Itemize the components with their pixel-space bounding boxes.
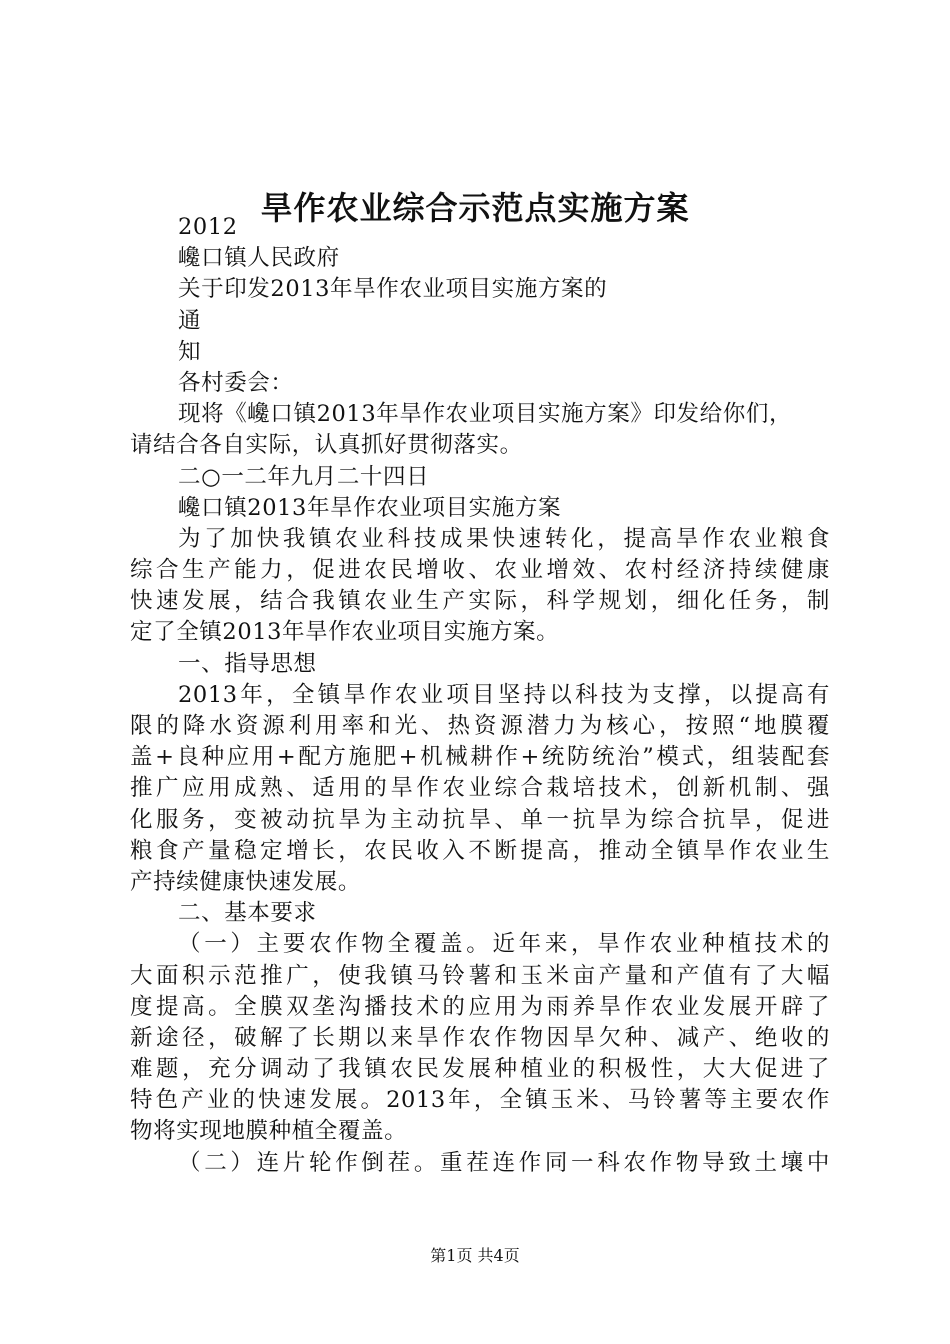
text-line: 为了加快我镇农业科技成果快速转化，提高旱作农业粮食 [178,525,830,552]
text-line: 度提高。全膜双垄沟播技术的应用为雨养旱作农业发展开辟了 [130,993,830,1020]
section-heading: 一、指导思想 [178,650,317,677]
text-line: 知 [178,338,202,365]
text-line: 关于印发2013年旱作农业项目实施方案的 [178,276,608,303]
text-line: 盖+良种应用+配方施肥+机械耕作+统防统治”模式，组装配套 [130,744,830,771]
text-line: 快速发展，结合我镇农业生产实际，科学规划，细化任务，制 [130,588,830,615]
text-line: 二○一二年九月二十四日 [178,463,430,490]
page-indicator: 第1页 共4页 [430,1246,520,1265]
document-body [130,212,830,1179]
text-line: 各村委会： [178,369,294,396]
text-line: 推广应用成熟、适用的旱作农业综合栽培技术，创新机制、强 [130,775,830,802]
text-line: 产持续健康快速发展。 [130,868,362,895]
text-line: 定了全镇2013年旱作农业项目实施方案。 [130,619,560,646]
text-line: 大面积示范推广，使我镇马铃薯和玉米亩产量和产值有了大幅 [130,962,830,989]
text-line: 化服务，变被动抗旱为主动抗旱、单一抗旱为综合抗旱，促进 [130,806,830,833]
text-line: 粮食产量稳定增长，农民收入不断提高，推动全镇旱作农业生 [130,837,830,864]
document-title: 旱作农业综合示范点实施方案 [260,189,690,227]
text-line: 通 [178,307,202,334]
text-line: （二）连片轮作倒茬。重茬连作同一科农作物导致土壤中 [178,1149,830,1176]
text-line: 特色产业的快速发展。2013年，全镇玉米、马铃薯等主要农作 [130,1087,830,1114]
text-line: 新途径，破解了长期以来旱作农作物因旱欠种、减产、绝收的 [130,1024,830,1051]
text-line: 物将实现地膜种植全覆盖。 [130,1118,408,1145]
text-line: 巉口镇人民政府 [178,245,340,272]
text-line: 现将《巉口镇2013年旱作农业项目实施方案》印发给你们， [178,401,793,428]
text-line: 巉口镇2013年旱作农业项目实施方案 [178,494,562,521]
text-line: 2012 [178,214,238,240]
text-line: 请结合各自实际，认真抓好贯彻落实。 [130,432,523,459]
text-line: 综合生产能力，促进农民增收、农业增效、农村经济持续健康 [130,557,830,584]
text-line: 限的降水资源利用率和光、热资源潜力为核心，按照“地膜覆 [130,713,830,739]
text-line: 难题，充分调动了我镇农民发展种植业的积极性，大大促进了 [130,1056,830,1083]
section-heading: 二、基本要求 [178,900,317,927]
text-line: （一）主要农作物全覆盖。近年来，旱作农业种植技术的 [178,931,830,958]
text-line: 2013年，全镇旱作农业项目坚持以科技为支撑，以提高有 [178,681,830,708]
